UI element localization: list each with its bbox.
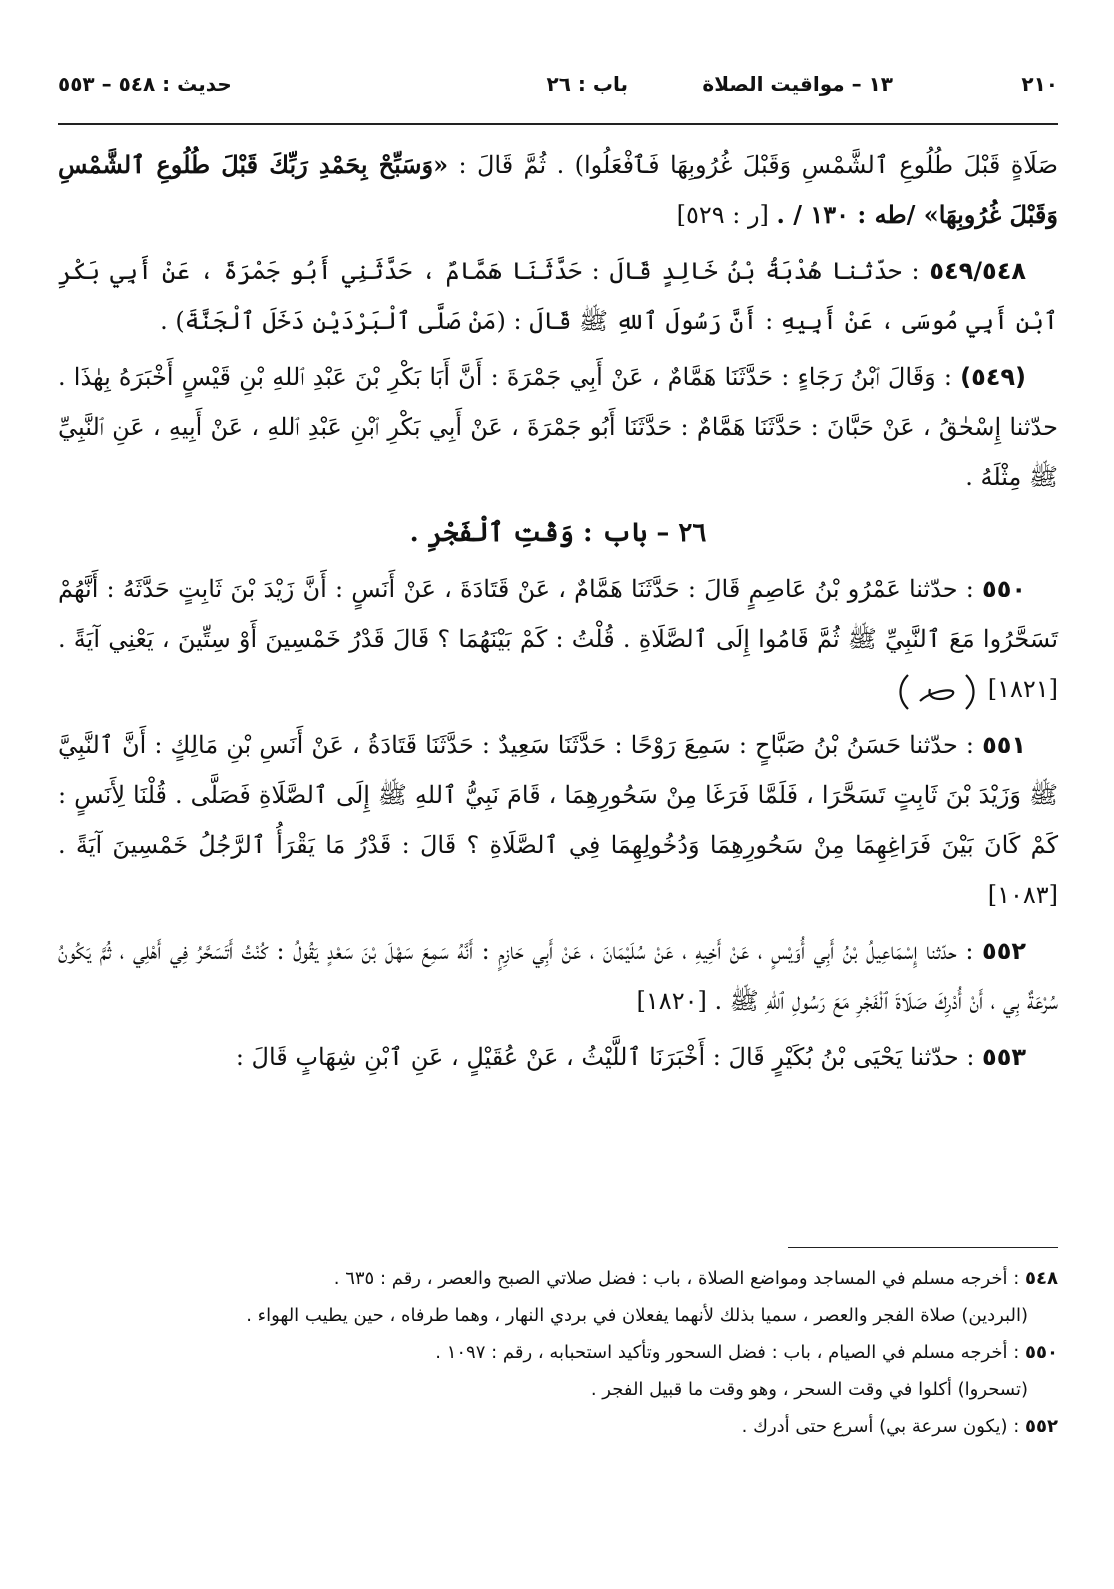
hadith-548 (58, 246, 1058, 346)
chapter-heading: ٢٦ – باب : وَقْتِ ٱلْفَجْرِ . (409, 518, 707, 548)
hadith-text: : حدّثنا حَسَنُ بْنُ صَبَّاحٍ : سَمِعَ رَوْحًا : حَدَّثَنَا سَعِيدٌ : حَدَّثَنَا قَتَادَةُ ، عَنْ أَنَسِ بْنِ مَالِكٍ : أَنَّ ٱلنَّبِيَّ ﷺ وَزَيْدَ بْنَ ثَابِتٍ تَسَحَّرَا ، فَلَمَّا فَرَغَا مِنْ سَحُورِهِمَا ، قَامَ نَبِيُّ ٱللهِ ﷺ إِلَى ٱلصَّلَاةِ فَصَلَّى . قُلْنَا لِأَنَسٍ : كَمْ كَانَ بَيْنَ فَرَاغِهِمَا مِنْ سَحُورِهِمَا وَدُخُولِهِمَا فِي ٱلصَّلَاةِ ؟ قَالَ : قَدْرُ مَا يَقْرَأُ ٱلرَّجُلُ خَمْسِينَ آيَةً . (58, 731, 1059, 859)
handwritten-mark (894, 671, 980, 711)
hadith-552 (58, 926, 1058, 1026)
footnote-number: ٥٥٢ (1025, 1416, 1058, 1437)
bab-number: باب : ٢٦ (546, 72, 628, 96)
footnotes (58, 1262, 1058, 1447)
footnote-number: ٥٥٠ (1025, 1342, 1058, 1363)
hadith-text: : وَقَالَ ٱبْنُ رَجَاءٍ : حَدَّثَنَا هَمَّامٌ ، عَنْ أَبِي جَمْرَةَ : أَنَّ أَبَا بَكْرِ بْنَ عَبْدِ ٱللهِ بْنِ قَيْسٍ أَخْبَرَهُ بِهٰذَا . حدّثنا إِسْحٰقُ ، عَنْ حَبَّانَ : حَدَّثَنَا هَمَّامٌ : حَدَّثَنَا أَبُو جَمْرَةَ ، عَنْ أَبِي بَكْرِ ٱبْنِ عَبْدِ ٱللهِ ، عَنْ أَبِيهِ ، عَنِ ٱلنَّبِيِّ ﷺ مِثْلَهُ . (58, 363, 1058, 491)
hadith-text: : حدّثنا يَحْيَى بْنُ بُكَيْرٍ قَالَ : أَخْبَرَنَا ٱللَّيْثُ ، عَنْ عُقَيْلٍ ، عَنِ ٱبْنِ شِهَابٍ قَالَ : (235, 1043, 983, 1071)
book-page (58, 0, 1058, 1589)
hadith-text: : حدّثنا عَمْرُو بْنُ عَاصِمٍ قَالَ : حَدَّثَنَا هَمَّامٌ ، عَنْ قَتَادَةَ ، عَنْ أَنَسٍ : أَنَّ زَيْدَ بْنَ ثَابِتٍ حَدَّثَهُ : أَنَّهُمْ تَسَحَّرُوا مَعَ ٱلنَّبِيِّ ﷺ ثُمَّ قَامُوا إِلَى ٱلصَّلَاةِ . قُلْتُ : كَمْ بَيْنَهُمَا ؟ قَالَ قَدْرُ خَمْسِينَ أَوْ سِتِّينَ ، يَعْنِي آيَةً . (58, 575, 1058, 653)
hadith-number: ٥٥٢ (982, 937, 1026, 965)
chapter-title: ١٣ – مواقيت الصلاة (702, 72, 893, 96)
header-divider (58, 123, 1058, 125)
running-header (58, 68, 1058, 108)
hadith-number: ٥٥١ (982, 731, 1027, 759)
page-number: ٢١٠ (1021, 72, 1058, 96)
hadith-551 (58, 720, 1058, 920)
footnote-552 (58, 1410, 1058, 1443)
hadith-550 (58, 564, 1058, 714)
paragraph-continuation (58, 140, 1058, 240)
footnote-note: (تسحروا) أكلوا في وقت السحر ، وهو وقت ما قبيل الفجر . (590, 1379, 1028, 1400)
footnote-text: : (يكون سرعة بي) أسرع حتى أدرك . (741, 1416, 1026, 1437)
hadith-553 (58, 1032, 1058, 1082)
footnote-text: : أخرجه مسلم في المساجد ومواضع الصلاة ، باب : فضل صلاتي الصبح والعصر ، رقم : ٦٣٥ . (333, 1268, 1026, 1289)
footnote-548 (58, 1262, 1058, 1295)
footnote-number: ٥٤٨ (1025, 1268, 1058, 1289)
footnote-text: : أخرجه مسلم في الصيام ، باب : فضل السحور وتأكيد استحبابه ، رقم : ١٠٩٧ . (435, 1342, 1026, 1363)
cross-reference: [١٨٢١] (987, 675, 1058, 703)
hadith-range: حديث : ٥٤٨ – ٥٥٣ (58, 72, 232, 96)
footnote-550 (58, 1336, 1058, 1369)
footnote-divider (788, 1247, 1058, 1248)
hadith-number: (٥٤٩) (960, 363, 1026, 391)
cross-reference: [١٨٢٠] (636, 987, 715, 1015)
cross-reference: [١٠٨٣] (987, 881, 1058, 909)
quran-quote: «وَسَبِّحْ بِحَمْدِ رَبِّكَ قَبْلَ طُلُوعِ ٱلشَّمْسِ وَقَبْلَ غُرُوبِهَا» /طه : ١٣٠ / . (58, 150, 1058, 229)
cross-reference: [ر : ٥٢٩] (676, 201, 777, 229)
hadith-549 (58, 352, 1058, 502)
footnote-note: (البردين) صلاة الفجر والعصر ، سميا بذلك لأنهما يفعلان في بردي النهار ، وهما طرفاه ، حين يطيب الهواء . (246, 1305, 1028, 1326)
main-text (58, 140, 1058, 1088)
hadith-text: : حدّثنا إِسْمَاعِيلُ بْنُ أَبِي أُوَيْسٍ ، عَنْ أَخِيهِ ، عَنْ سُلَيْمَانَ ، عَنْ أَبِي حَازِمٍ : أَنَّهُ سَمِعَ سَهْلَ بْنَ سَعْدٍ يَقُولُ : كُنْتُ أَتَسَحَّرُ فِي أَهْلِي ، ثُمَّ يَكُونُ سُرْعَةٌ بِي ، أَنْ أُدْرِكَ صَلَاةَ ٱلْفَجْرِ مَعَ رَسُولِ ٱللهِ ﷺ . (58, 937, 1058, 1015)
hadith-number: ٥٤٩/٥٤٨ (929, 257, 1026, 285)
hadith-number: ٥٥٣ (982, 1043, 1026, 1071)
hadith-text: : حدّثنا هُدْبَةُ بْنُ خَالِدٍ قَالَ : حَدَّثَنَا هَمَّامٌ ، حَدَّثَنِي أَبُو جَمْرَةَ ، عَنْ أَبِي بَكْرِ ٱبْنِ أَبِي مُوسَى ، عَنْ أَبِيهِ : أَنَّ رَسُولَ ٱللهِ ﷺ قَالَ : (مَنْ صَلَّى ٱلْبَرْدَيْنِ دَخَلَ ٱلْجَنَّةَ) . (58, 257, 1058, 335)
hadith-number: ٥٥٠ (982, 575, 1026, 603)
paragraph-text: صَلَاةٍ قَبْلَ طُلُوعِ ٱلشَّمْسِ وَقَبْلَ غُرُوبِهَا فَٱفْعَلُوا) . ثُمَّ قَالَ : (448, 151, 1059, 179)
